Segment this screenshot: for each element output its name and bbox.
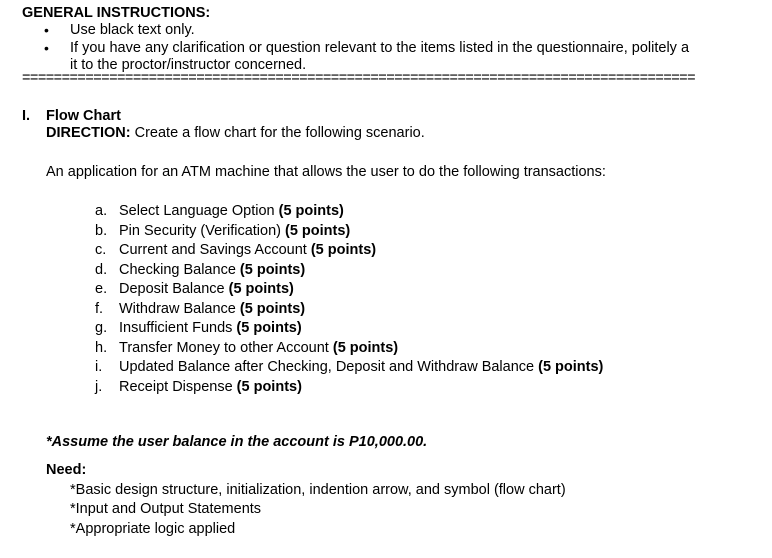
scenario-intro: An application for an ATM machine that allows the user to do the following transactions: [46,164,606,180]
direction-text: Create a flow chart for the following scenario. [130,125,425,141]
list-item-label: e. [95,281,108,297]
list-item-label: c. [95,242,107,258]
list-item: Deposit Balance (5 points) [119,281,294,297]
list-item-label: g. [95,320,108,336]
list-item: Updated Balance after Checking, Deposit and Withdraw Balance (5 points) [119,359,604,375]
general-instructions-heading: GENERAL INSTRUCTIONS: [22,5,211,21]
separator-line: ===================================================================================== [22,70,696,86]
list-item-label: a. [95,203,108,219]
list-item: Pin Security (Verification) (5 points) [119,223,351,239]
list-item: Current and Savings Account (5 points) [119,242,377,258]
instruction-clarification: If you have any clarification or question relevant to the items listed in the questionnaire, politely a [70,40,690,56]
list-item-label: h. [95,340,108,356]
instruction-clarification-cont: it to the proctor/instructor concerned. [70,57,307,73]
direction-label: DIRECTION: [46,125,131,141]
need-label: Need: [46,462,87,478]
list-item-label: d. [95,262,108,278]
direction-line [46,125,425,141]
list-item: Transfer Money to other Account (5 points) [119,340,399,356]
list-item-label: f. [95,301,104,317]
instruction-black-text: Use black text only. [70,22,195,38]
list-item: Select Language Option (5 points) [119,203,344,219]
list-item: Receipt Dispense (5 points) [119,379,302,395]
list-item-label: i. [95,359,103,375]
section-title: Flow Chart [46,108,121,124]
assumption-note: *Assume the user balance in the account is P10,000.00. [46,434,428,450]
list-item: Insufficient Funds (5 points) [119,320,302,336]
bullet-icon: • [44,40,49,56]
list-item-label: b. [95,223,108,239]
section-numeral: I. [22,108,31,124]
bullet-icon: • [44,22,49,38]
list-item-label: j. [95,379,103,395]
need-item: *Input and Output Statements [70,501,262,517]
need-item: *Basic design structure, initialization, indention arrow, and symbol (flow chart) [70,482,566,498]
need-item: *Appropriate logic applied [70,521,236,537]
list-item: Checking Balance (5 points) [119,262,306,278]
list-item: Withdraw Balance (5 points) [119,301,306,317]
